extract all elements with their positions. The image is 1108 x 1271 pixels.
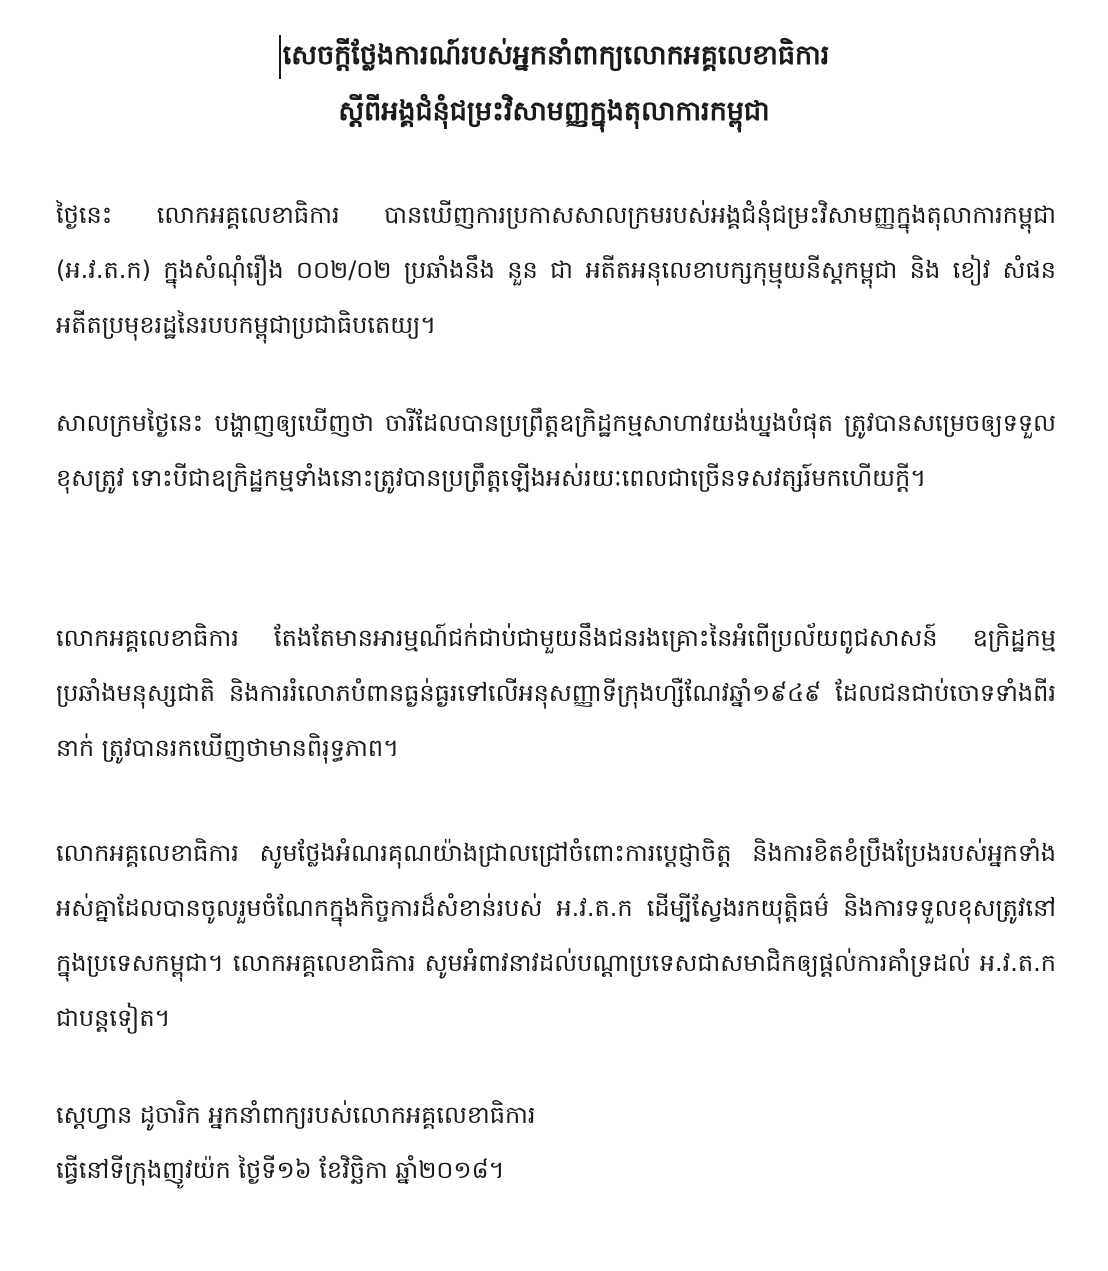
title-line-1-text: សេចក្ដីថ្លែងការណ៍របស់អ្នកនាំពាក្យលោកអគ្គលេខាធិការ [282,40,830,71]
text-cursor [279,35,281,79]
title-line-1 [0,28,1108,84]
document-title [0,28,1108,140]
place-date-line: ធ្វើនៅទីក្រុងញូវយ៉ក ថ្ងៃទី១៦ ខែវិច្ឆិកា ឆ្នាំ២០១៨។ [56,1156,505,1184]
closing-block [56,1088,1056,1198]
signature-line: ស្ដេហ្វាន ដូចារិក អ្នកនាំពាក្យរបស់លោកអគ្គលេខាធិការ [56,1101,536,1129]
paragraph-thanks: លោកអគ្គលេខាធិការ សូមថ្លែងអំណរគុណយ៉ាងជ្រាលជ្រៅចំពោះការប្ដេជ្ញាចិត្ត និងការខិតខំប្រឹងប្រែងរបស់អ្នកទាំងអស់គ្នាដែលបានចូលរួមចំណែកក្នុងកិច្ចការដ៏សំខាន់របស់ អ.វ.ត.ក ដើម្បីស្វែងរកយុត្តិធម៌ និងការទទួលខុសត្រូវនៅក្នុងប្រទេសកម្ពុជា។ លោកអគ្គលេខាធិការ សូមអំពាវនាវដល់បណ្ដាប្រទេសជាសមាជិកឲ្យផ្ដល់ការគាំទ្រដល់ អ.វ.ត.ក ជាបន្តទៀត។ [56,839,1056,1032]
paragraph-intro: ថ្ងៃនេះ លោកអគ្គលេខាធិការ បានឃើញការប្រកាសសាលក្រមរបស់អង្គជំនុំជម្រះវិសាមញ្ញក្នុងតុលាការកម្ពុជា (អ.វ.ត.ក) ក្នុងសំណុំរឿង ០០២/០២ ប្រឆាំងនឹង នួន ជា អតីតអនុលេខាបក្សកុម្មុយនីស្តកម្ពុជា និង ខៀវ សំផន អតីតប្រមុខរដ្ឋនៃរបបកម្ពុជាប្រជាធិបតេយ្យ។ [56,201,1056,339]
title-line-2: ស្ដីពីអង្គជំនុំជម្រះវិសាមញ្ញក្នុងតុលាការកម្ពុជា [338,96,770,127]
paragraph-victims: លោកអគ្គលេខាធិការ តែងតែមានអារម្មណ៍ជក់ជាប់ជាមួយនឹងជនរងគ្រោះនៃអំពើប្រល័យពូជសាសន៍ ឧក្រិដ្ឋកម្មប្រឆាំងមនុស្សជាតិ និងការរំលោភបំពានធ្ងន់ធ្ងរទៅលើអនុសញ្ញាទីក្រុងហ្សឺណែវឆ្នាំ១៩៤៩ ដែលជនជាប់ចោទទាំងពីរនាក់ ត្រូវបានរកឃើញថាមានពិរុទ្ធភាព។ [56,624,1056,762]
paragraph-verdict: សាលក្រមថ្ងៃនេះ បង្ហាញឲ្យឃើញថា ចារីដែលបានប្រព្រឹត្តឧក្រិដ្ឋកម្មសាហាវយង់ឃ្នងបំផុត ត្រូវបានសម្រេចឲ្យទទួលខុសត្រូវ ទោះបីជាឧក្រិដ្ឋកម្មទាំងនោះត្រូវបានប្រព្រឹត្តឡើងអស់រយៈពេលជាច្រើនទសវត្សរ៍មកហើយក្ដី។ [56,409,1056,492]
